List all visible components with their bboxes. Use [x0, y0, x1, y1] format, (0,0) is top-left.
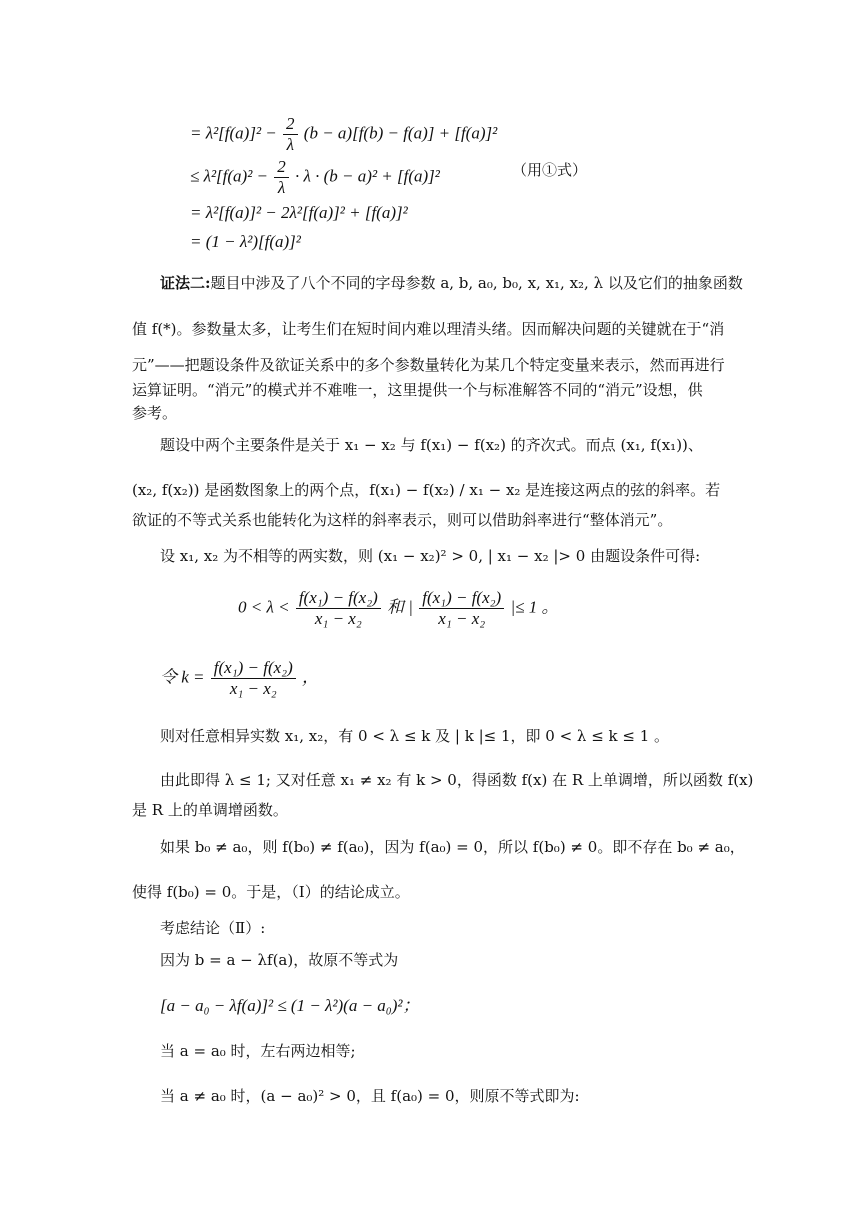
proof2-p8: 因为 b = a − λf(a)，故原不等式为 [160, 951, 399, 969]
proof2-p2c: 欲证的不等式关系也能转化为这样的斜率表示，则可以借助斜率进行“整体消元”。 [132, 511, 673, 529]
proof2-p3: 设 x₁, x₂ 为不相等的两实数，则 (x₁ − x₂)² > 0, | x₁ − x₂ |> 0 由题设条件可得: [160, 547, 701, 565]
eq2-fraction-num: f(x₁) − f(x₂) [211, 658, 296, 679]
proof2-heading: 证法二: [160, 274, 211, 292]
proof2-p1d: 运算证明。“消元”的模式并不难唯一，这里提供一个与标准解答不同的“消元”设想，供 [132, 381, 703, 399]
line1-pre: = λ²[f(a)]² − [190, 123, 277, 143]
eq1-fraction-1 [296, 588, 381, 629]
eq2-fraction [211, 658, 296, 699]
derivation-line-2 [190, 157, 440, 198]
eq1-fraction-2-num: f(x₁) − f(x₂) [419, 588, 504, 609]
equation-1 [238, 588, 558, 629]
line2-fraction-den: λ [277, 178, 286, 197]
proof2-p5a: 由此即得 λ ≤ 1; 又对任意 x₁ ≠ x₂ 有 k > 0，得函数 f(x) 在 R 上单调增，所以函数 f(x) [160, 771, 754, 789]
line2-note: （用①式） [512, 161, 588, 179]
proof2-paragraph-1-line-1 [160, 273, 743, 293]
proof2-p11: 当 a ≠ a₀ 时，(a − a₀)² > 0，且 f(a₀) = 0，则原不等式即为: [160, 1087, 580, 1105]
line1-post: (b − a)[f(b) − f(a)] + [f(a)]² [303, 123, 498, 143]
proof2-p4: 则对任意相异实数 x₁, x₂，有 0 < λ ≤ k 及 | k |≤ 1，即 0 < λ ≤ k ≤ 1 。 [160, 727, 670, 745]
proof2-p1a: 题目中涉及了八个不同的字母参数 a, b, a₀, b₀, x, x₁, x₂, λ 以及它们的抽象函数 [210, 274, 743, 292]
proof2-p6b: 使得 f(b₀) = 0。于是，（Ⅰ）的结论成立。 [132, 883, 410, 901]
eq1-post: |≤ 1 。 [510, 597, 559, 617]
derivation-line-4: = (1 − λ²)[f(a)]² [190, 232, 301, 251]
eq1-fraction-1-num: f(x₁) − f(x₂) [296, 588, 381, 609]
eq1-mid: 和 | [387, 597, 413, 617]
line2-fraction-num: 2 [274, 157, 289, 178]
equation-2 [160, 658, 319, 699]
proof2-p5b: 是 R 上的单调增函数。 [132, 801, 288, 819]
proof2-p2b: (x₂, f(x₂)) 是函数图象上的两个点，f(x₁) − f(x₂) / x₁ − x₂ 是连接这两点的弦的斜率。若 [132, 481, 721, 499]
eq1-fraction-2 [419, 588, 504, 629]
eq1-fraction-1-den: x₁ − x₂ [314, 609, 362, 628]
proof2-p1e: 参考。 [132, 404, 178, 422]
line1-fraction-den: λ [286, 135, 294, 154]
line1-fraction [283, 114, 298, 155]
derivation-line-3: = λ²[f(a)]² − 2λ²[f(a)]² + [f(a)]² [190, 203, 408, 222]
eq1-fraction-2-den: x₁ − x₂ [438, 609, 486, 628]
eq2-fraction-den: x₁ − x₂ [229, 679, 277, 698]
derivation-line-1 [190, 114, 497, 155]
proof2-p1b: 值 f(*)。参数量太多，让考生们在短时间内难以理清头绪。因而解决问题的关键就在于“消 [132, 320, 725, 338]
proof2-p1c: 元”——把题设条件及欲证关系中的多个参数量转化为某几个特定变量来表示，然而再进行 [132, 356, 725, 374]
line2-fraction [274, 157, 289, 198]
line2-pre: ≤ λ²[f(a)² − [190, 166, 269, 186]
eq2-post: ， [302, 667, 320, 687]
line1-fraction-num: 2 [283, 114, 298, 135]
line2-post: · λ · (b − a)² + [f(a)]² [295, 166, 440, 186]
proof2-p9: [a − a₀ − λf(a)]² ≤ (1 − λ²)(a − a₀)²； [160, 996, 420, 1015]
proof2-p10: 当 a = a₀ 时，左右两边相等; [160, 1042, 356, 1060]
proof2-p7: 考虑结论（Ⅱ）: [160, 919, 266, 937]
proof2-p2a: 题设中两个主要条件是关于 x₁ − x₂ 与 f(x₁) − f(x₂) 的齐次式。而点 (x₁, f(x₁))、 [160, 436, 703, 454]
eq1-pre: 0 < λ < [238, 597, 290, 617]
eq2-pre: 令 k = [160, 667, 205, 687]
proof2-p6a: 如果 b₀ ≠ a₀，则 f(b₀) ≠ f(a₀)，因为 f(a₀) = 0，所以 f(b₀) ≠ 0。即不存在 b₀ ≠ a₀， [160, 838, 745, 856]
